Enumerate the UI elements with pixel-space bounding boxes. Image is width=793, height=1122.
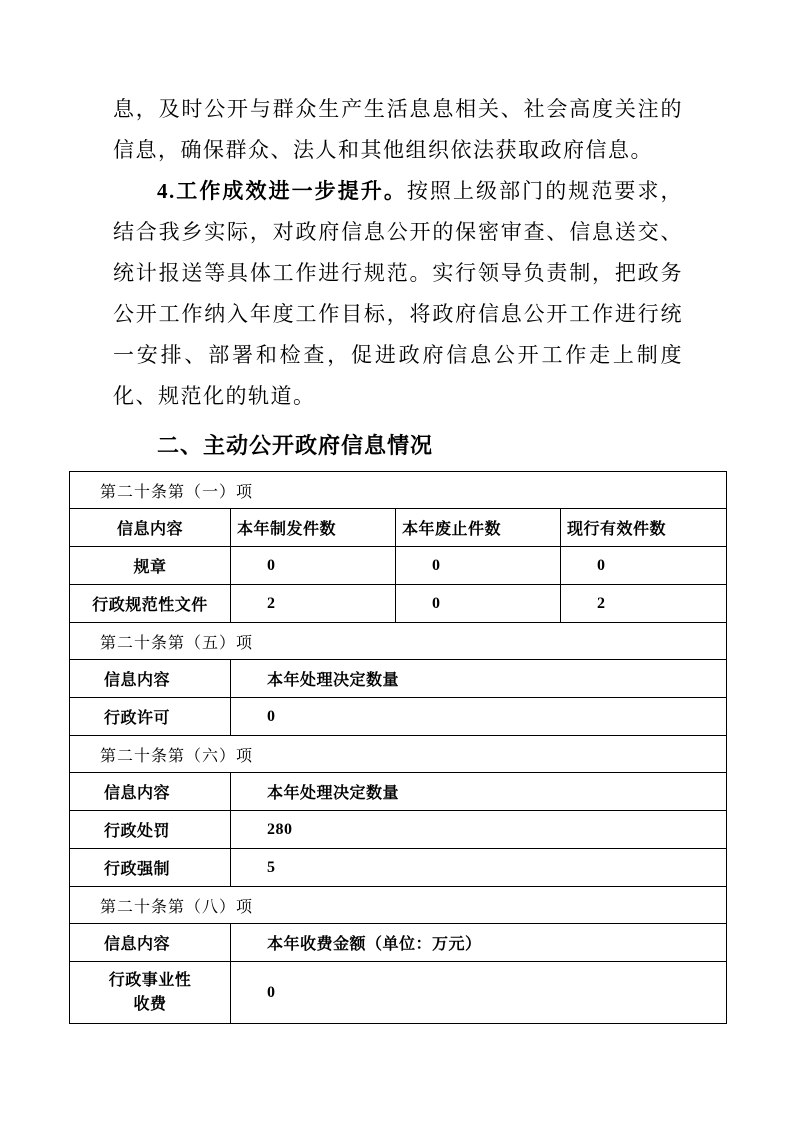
table-header-cell: 本年处理决定数量 (231, 773, 727, 811)
table-header-cell: 现行有效件数 (561, 509, 727, 547)
table-cell-value: 2 (561, 585, 727, 623)
table-section-title: 第二十条第（五）项 (70, 623, 727, 660)
table-section-row (70, 736, 727, 773)
table-row (70, 849, 727, 887)
table-header-row (70, 924, 727, 962)
table-cell-value: 280 (231, 811, 727, 849)
table-row (70, 811, 727, 849)
table-header-cell: 信息内容 (70, 509, 231, 547)
table-header-cell: 本年制发件数 (231, 509, 396, 547)
table-cell-value: 0 (231, 962, 727, 1024)
table-row (70, 585, 727, 623)
table-header-row (70, 509, 727, 547)
table-header-cell: 本年收费金额（单位：万元） (231, 924, 727, 962)
section-heading: 二、主动公开政府信息情况 (157, 433, 434, 458)
disclosure-table (69, 471, 727, 1024)
paragraph-item4-body: 按照上级部门的规范要求，结合我乡实际，对政府信息公开的保密审查、信息送交、统计报送等具体工作进行规范。实行领导负责制，把政务公开工作纳入年度工作目标，将政府信息公开工作进行统一安排、部署和检查，促进政府信息公开工作走上制度化、规范化的轨道。 (113, 179, 683, 408)
table-header-cell: 信息内容 (70, 773, 231, 811)
table-cell-value: 0 (561, 547, 727, 585)
table-section-row (70, 623, 727, 660)
table-section-title: 第二十条第（六）项 (70, 736, 727, 773)
table-row (70, 547, 727, 585)
table-cell-value: 0 (396, 547, 561, 585)
table-cell-label: 规章 (70, 547, 231, 585)
paragraph-continuation: 息，及时公开与群众生产生活息息相关、社会高度关注的信息，确保群众、法人和其他组织依法获取政府信息。 (113, 97, 683, 162)
table-cell-value: 0 (231, 547, 396, 585)
table-cell-value: 5 (231, 849, 727, 887)
table-section-row (70, 472, 727, 509)
table-cell-label: 行政强制 (70, 849, 231, 887)
table-cell-value: 0 (396, 585, 561, 623)
table-row (70, 698, 727, 736)
table-header-cell: 本年处理决定数量 (231, 660, 727, 698)
table-row (70, 962, 727, 1024)
table-cell-label: 行政处罚 (70, 811, 231, 849)
table-section-title: 第二十条第（一）项 (70, 472, 727, 509)
table-header-cell: 信息内容 (70, 660, 231, 698)
table-header-cell: 信息内容 (70, 924, 231, 962)
body-text (113, 89, 683, 466)
paragraph-item4-lead: 4.工作成效进一步提升。 (157, 179, 407, 203)
table-cell-value: 2 (231, 585, 396, 623)
table-cell-value: 0 (231, 698, 727, 736)
table-cell-label: 行政事业性收费 (70, 962, 231, 1024)
paragraph-item4 (113, 171, 683, 417)
table-section-row (70, 887, 727, 924)
table-cell-label: 行政许可 (70, 698, 231, 736)
table-header-cell: 本年废止件数 (396, 509, 561, 547)
table-header-row (70, 773, 727, 811)
table-header-row (70, 660, 727, 698)
table-cell-label: 行政规范性文件 (70, 585, 231, 623)
table-section-title: 第二十条第（八）项 (70, 887, 727, 924)
